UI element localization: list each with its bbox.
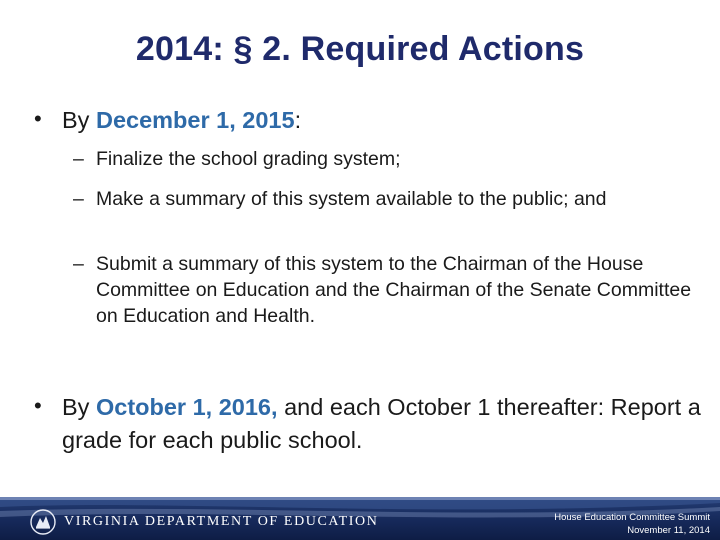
bullet-symbol: • — [34, 393, 42, 418]
bullet-suffix: : — [294, 107, 302, 133]
bullet-prefix: By — [62, 394, 96, 420]
virginia-seal-icon — [30, 509, 56, 535]
sub-item-text: Submit a summary of this system to the Chairman of the House Committee on Education and the Chairman of the Senate Committee on Education and Health. — [96, 253, 692, 327]
org-logo — [30, 509, 378, 535]
sub-item-text: Finalize the school grading system; — [96, 148, 401, 170]
deadline-date: October 1, 2016, — [95, 394, 278, 420]
dash-marker: – — [73, 188, 84, 210]
bullet-prefix: By — [62, 107, 96, 133]
footer-bar — [0, 497, 720, 540]
org-name: VIRGINIA DEPARTMENT OF EDUCATION — [64, 514, 379, 529]
bullet-suffix: and each October 1 thereafter: Report a grade for each public school. — [62, 394, 701, 453]
event-date: November 11, 2014 — [627, 525, 710, 536]
slide-title: 2014: § 2. Required Actions — [135, 30, 585, 68]
event-name: House Education Committee Summit — [554, 512, 710, 523]
footer-stripe — [0, 497, 720, 500]
bullet-symbol: • — [34, 106, 42, 131]
deadline-date: December 1, 2015 — [95, 107, 295, 133]
bullet-text — [62, 104, 712, 137]
bullet-text — [62, 391, 712, 457]
sub-item-text: Make a summary of this system available to the public; and — [96, 188, 607, 210]
event-info — [554, 511, 710, 537]
dash-marker: – — [73, 253, 84, 275]
dash-marker: – — [73, 148, 84, 170]
